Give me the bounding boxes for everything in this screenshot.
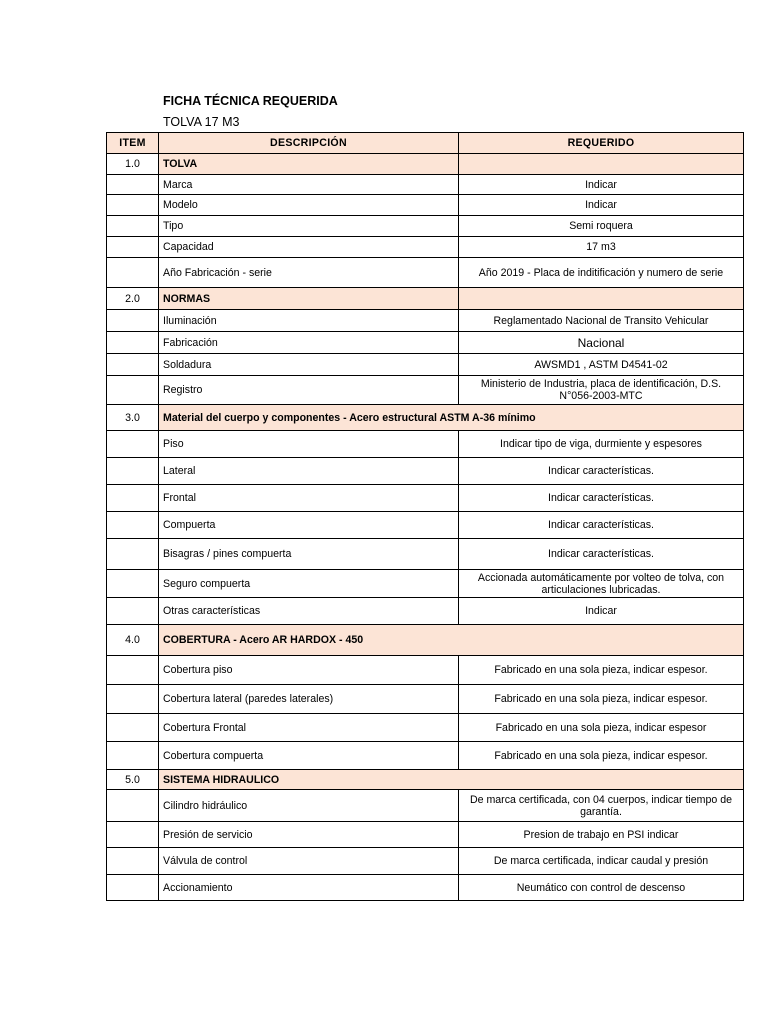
section-number: 2.0 [107,288,159,310]
row-requirement: Nacional [459,332,744,354]
section-title: NORMAS [159,288,459,310]
section-number: 5.0 [107,770,159,790]
row-requirement: 17 m3 [459,237,744,258]
row-requirement: Presion de trabajo en PSI indicar [459,822,744,848]
row-description: Lateral [159,458,459,485]
section-number: 1.0 [107,154,159,175]
row-description: Válvula de control [159,848,459,875]
row-requirement: Indicar características. [459,485,744,512]
row-requirement: Neumático con control de descenso [459,875,744,901]
table-row [107,332,744,354]
section-number: 3.0 [107,405,159,431]
document-title: FICHA TÉCNICA REQUERIDA [163,94,338,108]
row-description: Presión de servicio [159,822,459,848]
table-row [107,258,744,288]
section-row [107,405,744,431]
row-description: Año Fabricación - serie [159,258,459,288]
row-description: Cobertura lateral (paredes laterales) [159,685,459,714]
row-description: Cilindro hidráulico [159,790,459,822]
row-requirement: Indicar [459,175,744,195]
section-title: COBERTURA - Acero AR HARDOX - 450 [159,625,744,656]
row-requirement: Fabricado en una sola pieza, indicar espesor. [459,742,744,770]
section-title: Material del cuerpo y componentes - Acero estructural ASTM A-36 mínimo [159,405,744,431]
row-description: Capacidad [159,237,459,258]
table-row [107,822,744,848]
table-row [107,195,744,216]
table-row [107,216,744,237]
header-item: ITEM [107,133,159,154]
row-description: Compuerta [159,512,459,539]
row-requirement: Accionada automáticamente por volteo de tolva, con articulaciones lubricadas. [459,570,744,598]
row-requirement: Fabricado en una sola pieza, indicar espesor. [459,685,744,714]
row-description: Otras características [159,598,459,625]
row-requirement: Año 2019 - Placa de inditificación y numero de serie [459,258,744,288]
row-description: Piso [159,431,459,458]
table-row [107,714,744,742]
table-row [107,790,744,822]
spec-table [106,132,744,901]
section-title: TOLVA [159,154,459,175]
row-description: Modelo [159,195,459,216]
row-requirement: Reglamentado Nacional de Transito Vehicular [459,310,744,332]
section-row [107,625,744,656]
header-descripcion: DESCRIPCIÓN [159,133,459,154]
table-row [107,512,744,539]
row-requirement: Ministerio de Industria, placa de identificación, D.S. N°056-2003-MTC [459,376,744,405]
table-row [107,848,744,875]
table-row [107,485,744,512]
table-header-row [107,133,744,154]
row-requirement: Semi roquera [459,216,744,237]
row-requirement: Indicar características. [459,512,744,539]
header-requerido: REQUERIDO [459,133,744,154]
row-requirement: Indicar características. [459,458,744,485]
table-row [107,458,744,485]
table-row [107,175,744,195]
table-row [107,875,744,901]
section-row [107,770,744,790]
table-row [107,656,744,685]
table-row [107,237,744,258]
table-row [107,742,744,770]
row-description: Frontal [159,485,459,512]
table-row [107,310,744,332]
table-row [107,354,744,376]
row-description: Cobertura Frontal [159,714,459,742]
row-requirement: De marca certificada, con 04 cuerpos, indicar tiempo de garantía. [459,790,744,822]
table-row [107,570,744,598]
row-requirement: Fabricado en una sola pieza, indicar espesor. [459,656,744,685]
row-description: Cobertura piso [159,656,459,685]
table-row [107,539,744,570]
row-requirement: Indicar [459,195,744,216]
section-title: SISTEMA HIDRAULICO [159,770,744,790]
row-requirement: De marca certificada, indicar caudal y presión [459,848,744,875]
table-row [107,376,744,405]
row-description: Bisagras / pines compuerta [159,539,459,570]
row-description: Soldadura [159,354,459,376]
row-requirement: Indicar [459,598,744,625]
section-row [107,154,744,175]
row-description: Iluminación [159,310,459,332]
table-row [107,598,744,625]
section-row [107,288,744,310]
row-description: Seguro compuerta [159,570,459,598]
section-number: 4.0 [107,625,159,656]
row-requirement: Indicar características. [459,539,744,570]
row-description: Tipo [159,216,459,237]
row-description: Fabricación [159,332,459,354]
row-requirement: AWSMD1 , ASTM D4541-02 [459,354,744,376]
row-description: Accionamiento [159,875,459,901]
document-subtitle: TOLVA 17 M3 [163,115,240,129]
row-description: Cobertura compuerta [159,742,459,770]
table-row [107,431,744,458]
row-description: Registro [159,376,459,405]
row-requirement: Indicar tipo de viga, durmiente y espesores [459,431,744,458]
row-requirement: Fabricado en una sola pieza, indicar espesor [459,714,744,742]
table-row [107,685,744,714]
row-description: Marca [159,175,459,195]
